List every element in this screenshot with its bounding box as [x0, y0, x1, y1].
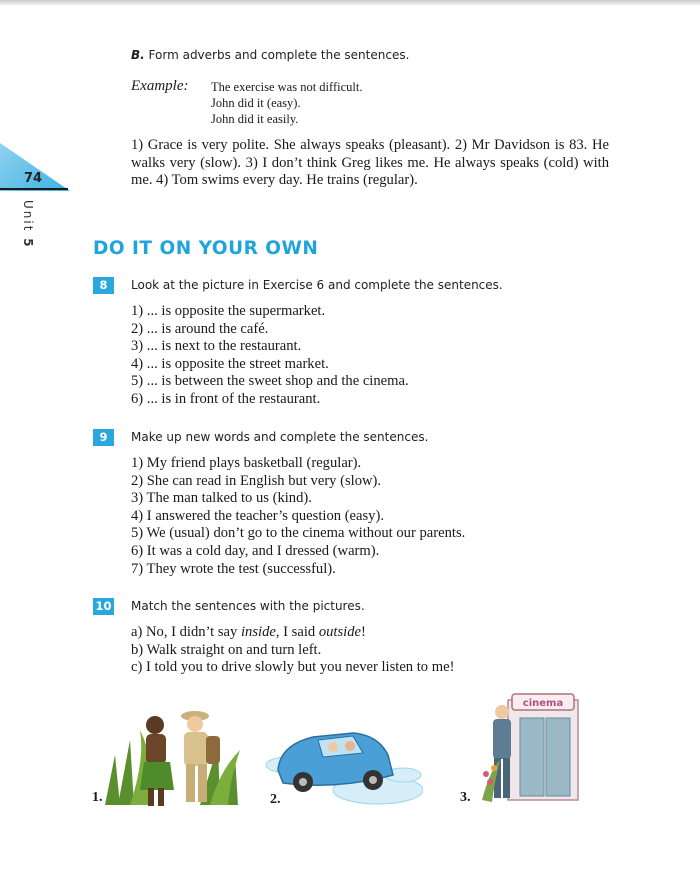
list-item: 4) I answered the teacher’s question (easy). [131, 507, 384, 524]
car-picture [258, 715, 423, 810]
example-line: John did it easily. [211, 112, 299, 126]
exercise-10-badge: 10 [93, 598, 114, 615]
blue-car [278, 733, 393, 792]
jungle-picture [100, 700, 245, 810]
page-tab-rule [0, 188, 68, 190]
example-line: John did it (easy). [211, 96, 301, 110]
list-item: 3) ... is next to the restaurant. [131, 338, 302, 355]
top-edge-bar [0, 0, 700, 5]
exercise-8-instruction: Look at the picture in Exercise 6 and complete the sentences. [131, 278, 503, 292]
example-line: The exercise was not difficult. [211, 80, 363, 94]
list-item: 2) She can read in English but very (slow). [131, 472, 382, 489]
exercise-9-list [131, 455, 465, 578]
list-item-c: c) I told you to drive slowly but you never listen to me! [131, 659, 455, 676]
cinema-sign-text: cinema [522, 698, 564, 709]
list-item-b: b) Walk straight on and turn left. [131, 641, 322, 658]
picture-3-caption: 3. [460, 790, 471, 805]
cinema-door-left [520, 718, 544, 796]
section-b-paragraph: 1) Grace is very polite. She always speaks (pleasant). 2) Mr Davidson is 83. He walks very (slow). 3) I don’t think Greg likes me. He always speaks (cold) with me. 4) Tom swims every day. He trains (regular). [131, 137, 609, 189]
list-item: 5) We (usual) don’t go to the cinema without our parents. [131, 525, 466, 542]
exercise-9-instruction: Make up new words and complete the sentences. [131, 430, 429, 444]
picture-1-caption: 1. [92, 790, 103, 805]
list-item: 6) ... is in front of the restaurant. [131, 390, 321, 407]
section-b-instruction [131, 48, 409, 62]
list-item: 6) It was a cold day, and I dressed (warm). [131, 542, 380, 559]
unit-number: 5 [21, 238, 35, 249]
list-item: 7) They wrote the test (successful). [131, 560, 336, 577]
picture-2-caption: 2. [270, 792, 281, 807]
list-item: 4) ... is opposite the street market. [131, 355, 329, 372]
example-lines [211, 79, 362, 127]
section-b-text: Form adverbs and complete the sentences. [148, 48, 410, 62]
section-b-label: B. [131, 48, 145, 62]
section-heading: DO IT ON YOUR OWN [93, 238, 319, 259]
list-item: 3) The man talked to us (kind). [131, 490, 312, 507]
list-item: 1) My friend plays basketball (regular). [131, 455, 362, 471]
exercise-8-badge: 8 [93, 277, 114, 294]
example-label: Example: [131, 78, 189, 94]
unit-label [21, 200, 39, 260]
cinema-picture [480, 690, 590, 808]
list-item: 5) ... is between the sweet shop and the cinema. [131, 373, 409, 390]
exercise-8-list [131, 303, 409, 409]
list-item: 2) ... is around the café. [131, 320, 269, 337]
exercise-10-list [131, 624, 454, 677]
list-item: 1) ... is opposite the supermarket. [131, 303, 326, 319]
cinema-door-right [546, 718, 570, 796]
unit-word: Unit [21, 200, 35, 233]
list-item-a: a) No, I didn’t say inside, I said outside! [131, 624, 366, 640]
exercise-9-badge: 9 [93, 429, 114, 446]
exercise-10-instruction: Match the sentences with the pictures. [131, 599, 365, 613]
page-number: 74 [24, 171, 43, 186]
